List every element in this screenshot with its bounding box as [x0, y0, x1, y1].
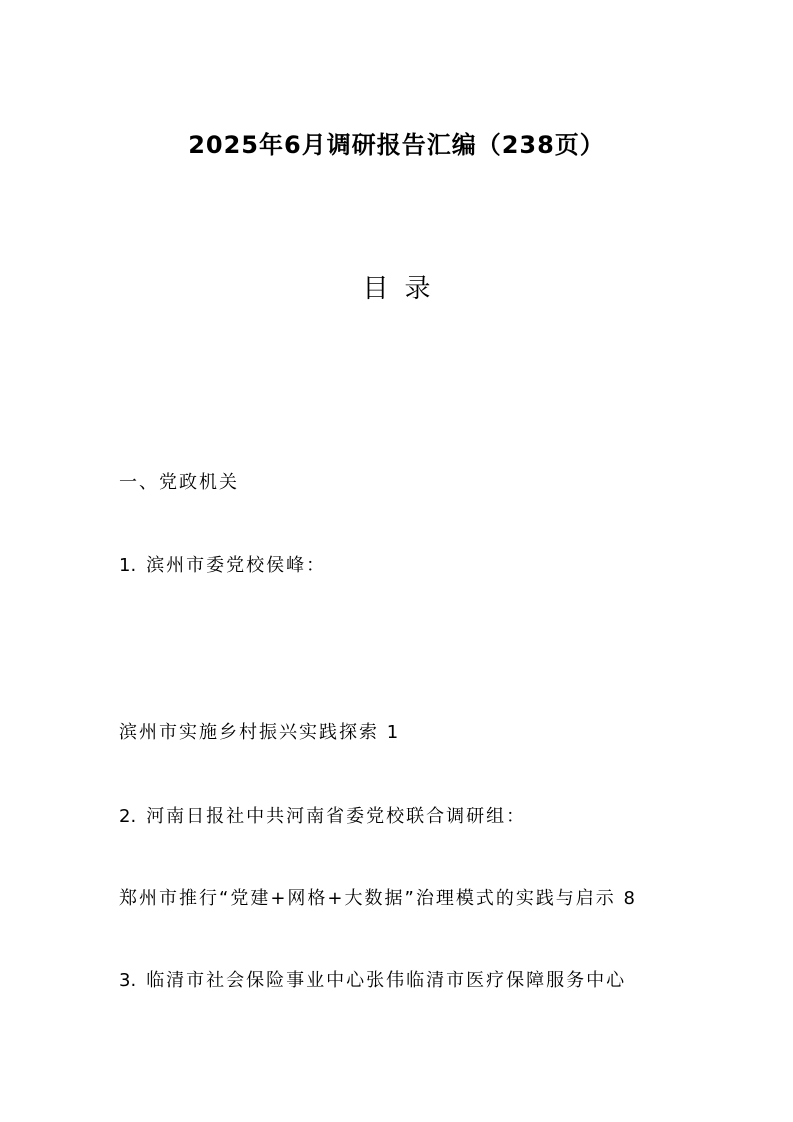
document-title: 2025年6月调研报告汇编（238页）	[188, 131, 605, 159]
toc-entry-3-author-text: 临清市社会保险事业中心张伟临清市医疗保障服务中心	[146, 970, 627, 991]
toc-entry-2-report: 郑州市推行“党建+网格+大数据”治理模式的实践与启示 8	[119, 888, 637, 909]
toc-entry-1-author-text: 滨州市委党校侯峰：	[146, 555, 327, 576]
toc-heading-char-1: 目	[362, 274, 389, 304]
toc-entry-2-author	[119, 804, 526, 830]
toc-entry-2-number: 2.	[119, 806, 137, 827]
toc-entry-2-author-text: 河南日报社中共河南省委党校联合调研组：	[146, 806, 527, 827]
toc-entry-1-number: 1.	[119, 555, 137, 576]
toc-heading-char-2: 录	[404, 274, 431, 304]
toc-heading	[0, 271, 793, 307]
toc-entry-1-report: 滨州市实施乡村振兴实践探索 1	[119, 722, 401, 743]
toc-entry-1-author	[119, 553, 326, 579]
toc-entry-3-author	[119, 968, 626, 994]
toc-entry-3-number: 3.	[119, 970, 137, 991]
section-heading: 一、党政机关	[119, 472, 239, 493]
